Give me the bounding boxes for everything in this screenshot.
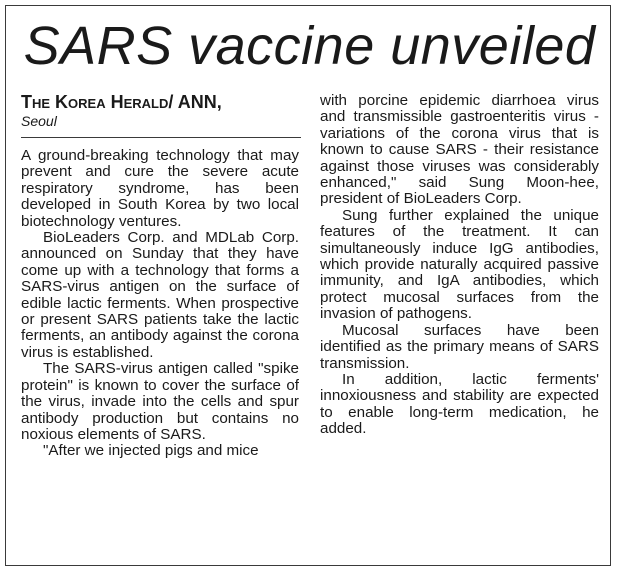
paragraph: The SARS-virus antigen called "spike protein" is known to cover the surface of the virus, invade into the cells and spur antibody production but contains no noxious elements of SARS. xyxy=(21,360,299,443)
paragraph: A ground-breaking technology that may prevent and cure the severe acute respiratory syndrome, has been developed in South Korea by two local biotechnology ventures. xyxy=(21,147,299,230)
paragraph: In addition, lactic ferments' innoxiousness and stability are expected to enable long-term medication, he added. xyxy=(320,370,599,438)
byline-divider xyxy=(21,137,301,138)
dateline: Seoul xyxy=(21,113,57,129)
right-column xyxy=(320,93,599,438)
source-byline: The Korea Herald/ ANN, xyxy=(21,92,222,112)
headline: SARS vaccine unveiled xyxy=(23,16,596,76)
paragraph: "After we injected pigs and mice xyxy=(43,442,259,460)
left-column xyxy=(21,92,299,460)
paragraph: BioLeaders Corp. and MDLab Corp. announced on Sunday that they have come up with a technology that forms a SARS-virus antigen on the surface of edible lactic ferments. When prospective or present SARS patients take the lactic ferments, an antibody against the corona virus is established. xyxy=(21,229,299,361)
paragraph: Mucosal surfaces have been identified as the primary means of SARS transmission. xyxy=(320,321,599,372)
paragraph: with porcine epidemic diarrhoea virus and transmissible gastroenteritis virus - variations of the corona virus that is known to cause SARS - their resistance against those viruses was considerably enhanced," said Sung Moon-hee, president of BioLeaders Corp. xyxy=(320,92,599,208)
paragraph: Sung further explained the unique features of the treatment. It can simultaneously induce IgG antibodies, which provide naturally acquired passive immunity, and IgA antibodies, which protect mucosal surfaces from the invasion of pathogens. xyxy=(320,206,599,323)
